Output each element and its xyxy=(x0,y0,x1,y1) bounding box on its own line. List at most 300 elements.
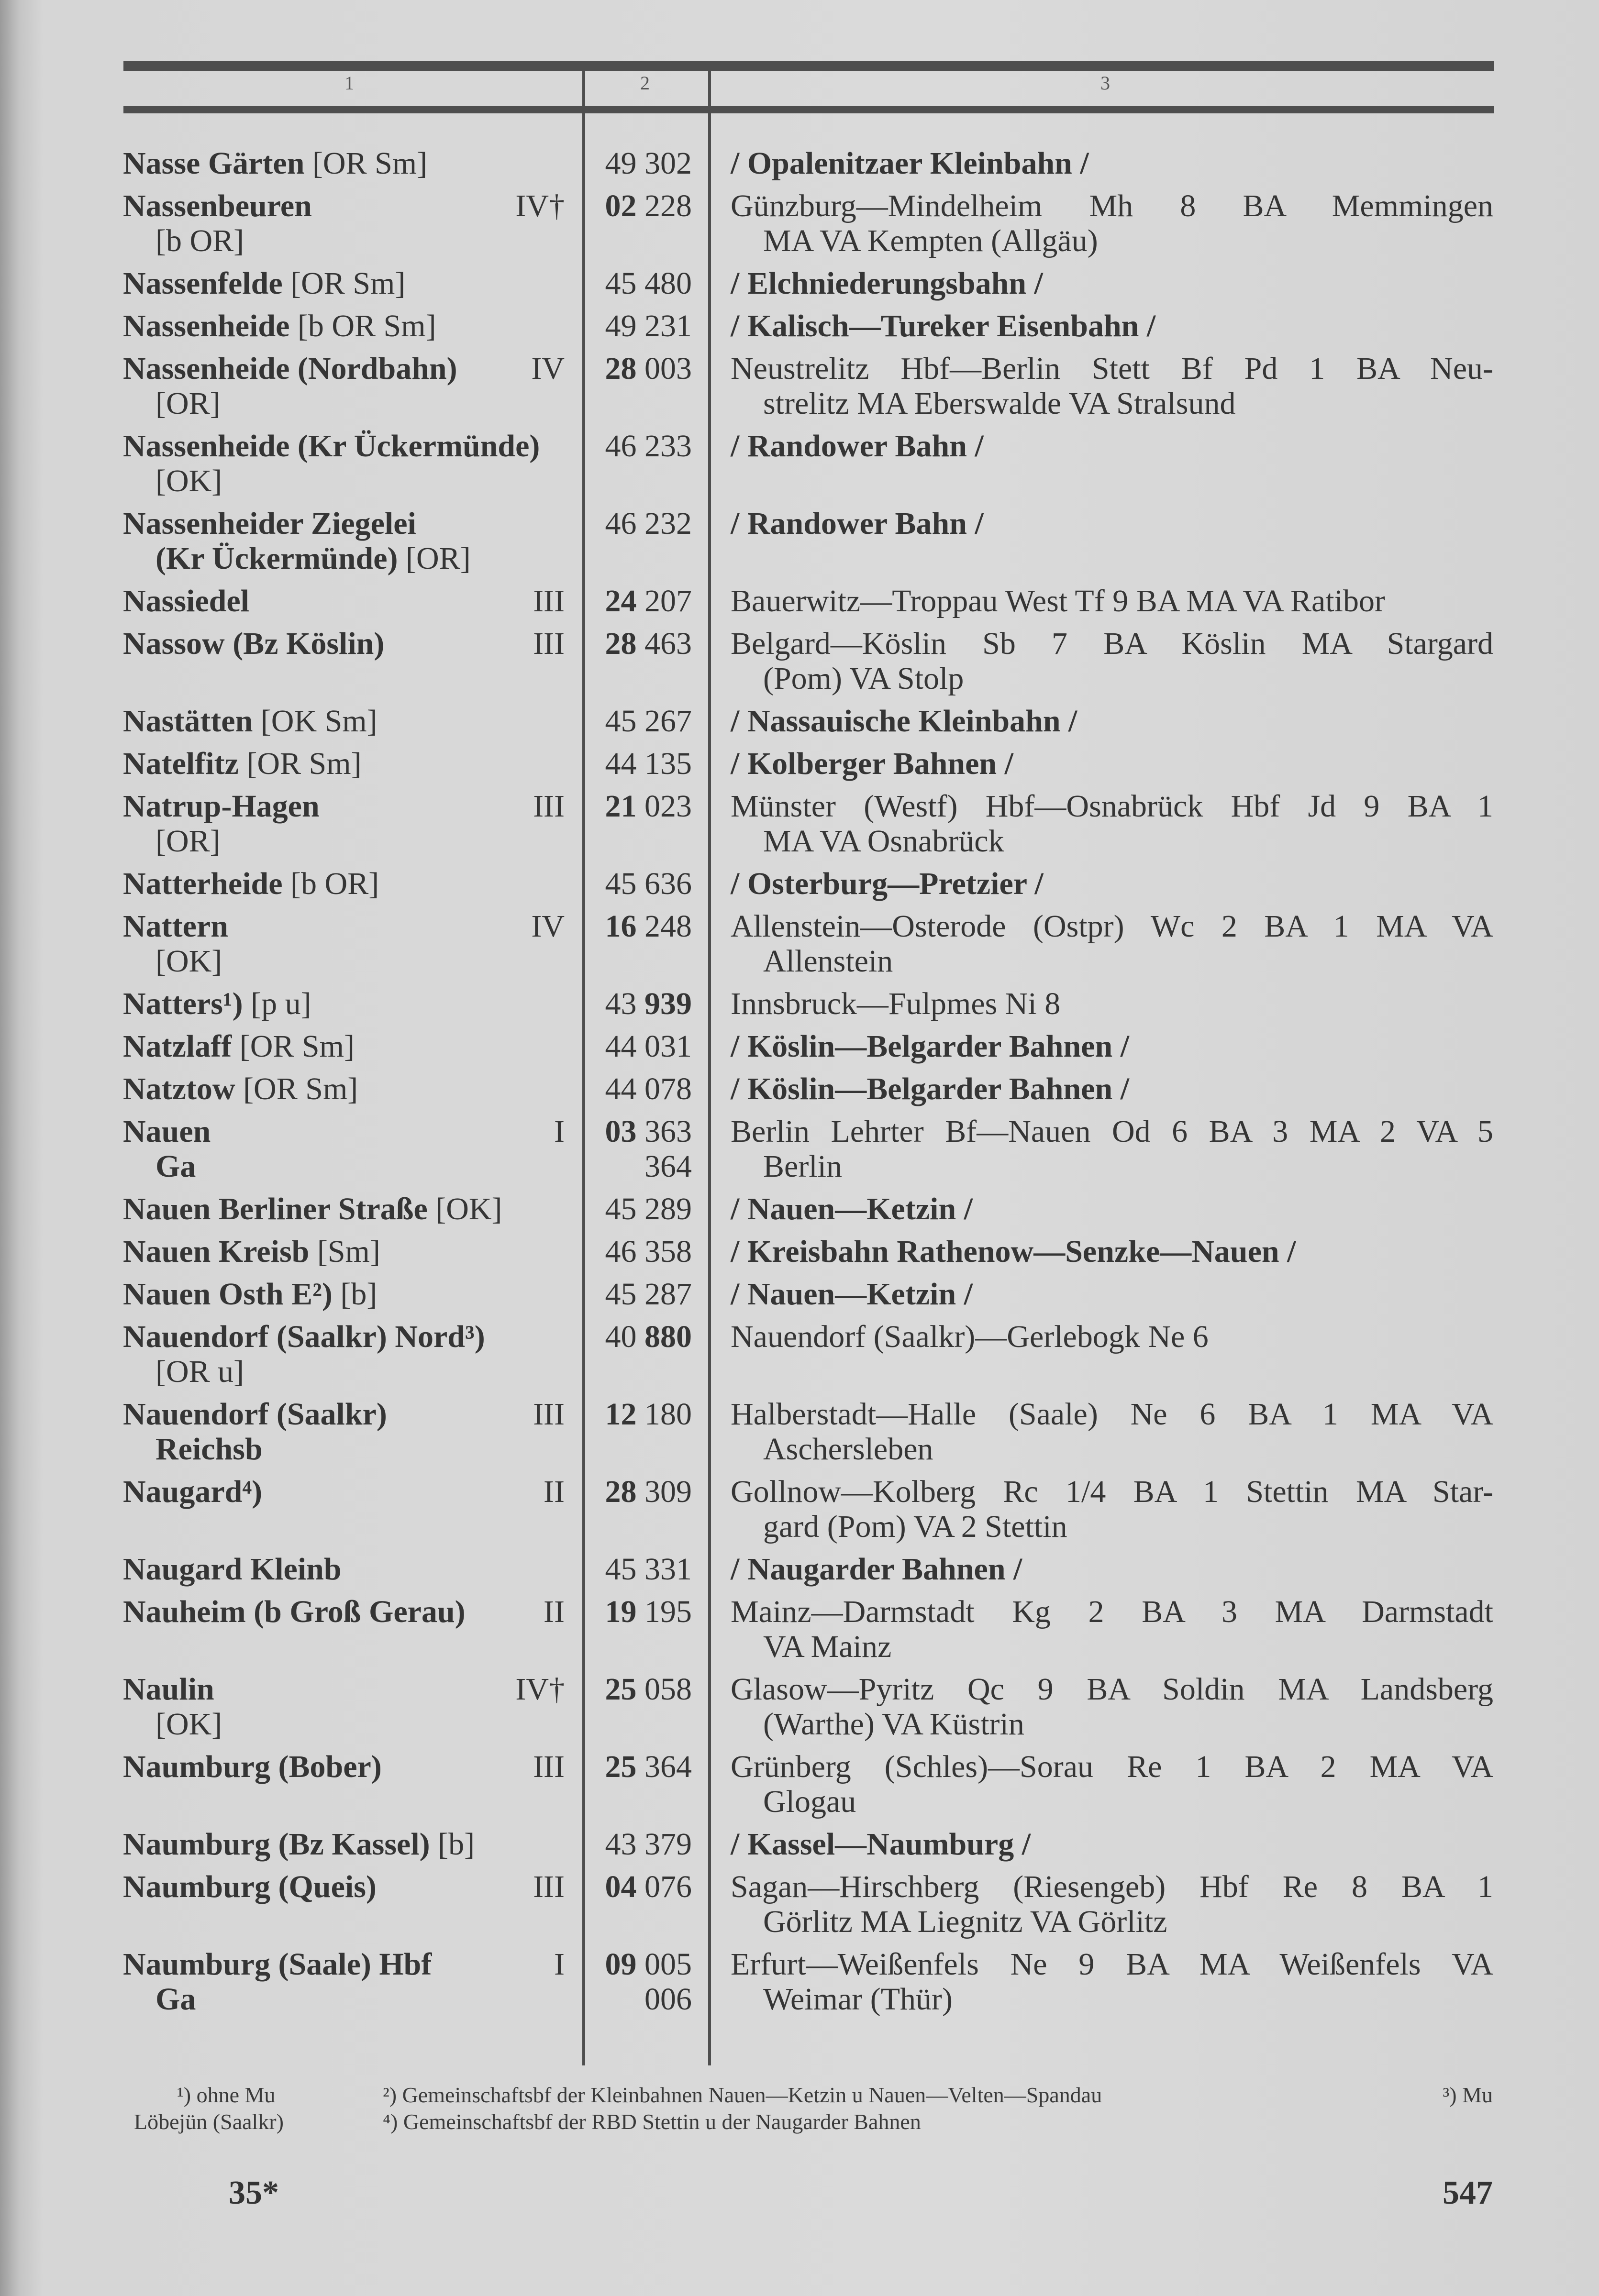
route-description-line: Nauendorf (Saalkr)—Gerlebogk Ne 6 xyxy=(731,1319,1209,1354)
number-part: 03 xyxy=(605,1114,637,1149)
route-description-line: MA VA Kempten (Allgäu) xyxy=(763,223,1098,258)
station-number-cell xyxy=(586,1474,710,1544)
route-description-cell xyxy=(731,1319,1493,1389)
route-description-cell xyxy=(731,1192,1493,1226)
number-part: 09 xyxy=(605,1947,637,1982)
number-part: 880 xyxy=(644,1319,692,1354)
route-description-line: Erfurt—Weißenfels Ne 9 BA MA Weißenfels VA xyxy=(731,1947,1493,1982)
route-description-line: / Opalenitzaer Kleinbahn / xyxy=(731,146,1089,181)
station-class: IV xyxy=(531,351,565,386)
station-number-cell xyxy=(586,1071,710,1106)
station-name-line xyxy=(123,386,586,421)
route-description-line: / Elchniederungsbahn / xyxy=(731,266,1043,301)
station-name-line xyxy=(123,1947,586,1982)
station-qualifier: [OR Sm] xyxy=(290,266,406,301)
footnote-3: ³) Mu xyxy=(1443,2083,1493,2107)
station-name-line xyxy=(123,986,586,1021)
station-name-line xyxy=(123,506,586,541)
station-number: 006 xyxy=(644,1982,692,2017)
station-name-text: Naulin xyxy=(123,1672,214,1707)
station-number-cell xyxy=(586,1277,710,1312)
station-qualifier: [OK] xyxy=(155,464,222,498)
number-part: 04 xyxy=(605,1869,637,1904)
route-description-line: / Nassauische Kleinbahn / xyxy=(731,704,1077,739)
number-part: 076 xyxy=(644,1869,692,1904)
station-name-line xyxy=(123,746,586,781)
station-number-cell xyxy=(586,704,710,739)
route-description-cell xyxy=(731,626,1493,696)
station-number: 45 287 xyxy=(605,1277,692,1312)
station-name-cell xyxy=(123,1672,586,1742)
table-row xyxy=(123,746,1493,789)
number-part: 180 xyxy=(644,1397,692,1432)
station-name-line xyxy=(123,1594,586,1629)
station-name-cell xyxy=(123,704,586,739)
station-name-line xyxy=(123,824,586,859)
station-number-cell xyxy=(586,626,710,696)
table-row xyxy=(123,266,1493,309)
station-number-cell xyxy=(586,188,710,258)
route-description-cell xyxy=(731,1474,1493,1544)
station-name-cell xyxy=(123,1114,586,1184)
route-description-cell xyxy=(731,1947,1493,2017)
station-name-line xyxy=(123,1749,586,1784)
station-name-cell xyxy=(123,429,586,498)
route-description-line: Glogau xyxy=(763,1784,856,1819)
station-number-cell xyxy=(586,429,710,498)
station-number xyxy=(586,1749,692,1784)
station-number xyxy=(586,1869,692,1904)
station-number-cell xyxy=(586,506,710,576)
table-row xyxy=(123,986,1493,1029)
route-description-cell xyxy=(731,1672,1493,1742)
station-name-line xyxy=(123,866,586,901)
station-qualifier: [OR] xyxy=(155,386,221,421)
station-number-cell xyxy=(586,1397,710,1467)
station-number-cell xyxy=(586,1234,710,1269)
route-description-cell xyxy=(731,909,1493,979)
table-row xyxy=(123,1474,1493,1552)
route-description-cell xyxy=(731,584,1493,618)
station-number-cell xyxy=(586,986,710,1021)
station-qualifier: [OR] xyxy=(155,824,221,859)
table-row xyxy=(123,1319,1493,1397)
station-name-line xyxy=(123,1114,586,1149)
station-name-text: Nauheim (b Groß Gerau) xyxy=(123,1594,466,1629)
route-description-line: Halberstadt—Halle (Saale) Ne 6 BA 1 MA VA xyxy=(731,1397,1493,1432)
station-name-line xyxy=(123,351,586,386)
station-number: 364 xyxy=(644,1149,692,1184)
station-name-text: Nassenheide (Nordbahn) xyxy=(123,351,457,386)
station-number xyxy=(586,986,692,1021)
route-description-line: Berlin xyxy=(763,1149,842,1184)
station-name-text: Nauendorf (Saalkr) Nord³) xyxy=(123,1319,485,1354)
station-name-line xyxy=(123,266,586,301)
station-name-text: Natterheide xyxy=(123,866,291,901)
station-number-cell xyxy=(586,1594,710,1664)
station-name-cell xyxy=(123,1397,586,1467)
station-name-text: Nauendorf (Saalkr) xyxy=(123,1397,387,1432)
station-class: III xyxy=(533,1869,565,1904)
number-part: 364 xyxy=(644,1749,692,1784)
station-name-cell xyxy=(123,986,586,1021)
station-name-text: Naumburg (Queis) xyxy=(123,1869,377,1904)
station-name-text: Nasse Gärten xyxy=(123,146,312,181)
station-number: 44 078 xyxy=(605,1071,692,1106)
station-name-line xyxy=(123,944,586,979)
station-name-cell xyxy=(123,746,586,781)
route-description-line: Görlitz MA Liegnitz VA Görlitz xyxy=(763,1904,1167,1939)
number-part: 02 xyxy=(605,188,637,223)
station-number: 45 331 xyxy=(605,1552,692,1587)
station-class: II xyxy=(544,1594,565,1629)
route-description-line: / Nauen—Ketzin / xyxy=(731,1192,973,1226)
station-name-cell xyxy=(123,309,586,343)
station-name-cell xyxy=(123,1827,586,1862)
station-number-cell xyxy=(586,1672,710,1742)
station-name-cell xyxy=(123,626,586,696)
station-name-cell xyxy=(123,1869,586,1939)
station-name-line xyxy=(123,1869,586,1904)
table-row xyxy=(123,909,1493,986)
station-name-text: Naumburg (Bober) xyxy=(123,1749,382,1784)
table-row xyxy=(123,866,1493,909)
station-qualifier: [OR] xyxy=(406,541,471,576)
station-name-text: (Kr Ückermünde) xyxy=(155,541,406,576)
station-qualifier: [b] xyxy=(340,1277,378,1312)
station-number-cell xyxy=(586,266,710,301)
route-description-line: Günzburg—Mindelheim Mh 8 BA Memmingen xyxy=(731,188,1493,223)
station-qualifier: [OR u] xyxy=(155,1354,244,1389)
route-description-line: Bauerwitz—Troppau West Tf 9 BA MA VA Ratibor xyxy=(731,584,1385,618)
station-number: 46 358 xyxy=(605,1234,692,1269)
station-name-text: Nassenbeuren xyxy=(123,188,312,223)
station-number xyxy=(586,1947,692,1982)
table-row xyxy=(123,1827,1493,1869)
station-class: IV† xyxy=(515,1672,565,1707)
station-name-text: Nauen Osth E²) xyxy=(123,1277,341,1312)
route-description-cell xyxy=(731,506,1493,576)
route-description-cell xyxy=(731,866,1493,901)
table-row xyxy=(123,429,1493,506)
number-part: 228 xyxy=(644,188,692,223)
station-table xyxy=(123,146,1493,2024)
route-description-line: MA VA Osnabrück xyxy=(763,824,1004,859)
route-description-cell xyxy=(731,1552,1493,1587)
number-part: 43 xyxy=(605,986,637,1021)
station-number-cell xyxy=(586,789,710,859)
table-row xyxy=(123,1552,1493,1594)
table-row xyxy=(123,1277,1493,1319)
number-part: 003 xyxy=(644,351,692,386)
number-part: 195 xyxy=(644,1594,692,1629)
station-number xyxy=(586,1114,692,1149)
station-name-text: Natztow xyxy=(123,1071,244,1106)
station-name-cell xyxy=(123,146,586,181)
table-row xyxy=(123,1192,1493,1234)
station-number: 45 636 xyxy=(605,866,692,901)
station-name-line xyxy=(123,1192,586,1226)
station-number: 49 302 xyxy=(605,146,692,181)
station-name-line xyxy=(123,1827,586,1862)
header-bottom-rule xyxy=(123,106,1494,113)
station-name-text: Nauen xyxy=(123,1114,211,1149)
table-row xyxy=(123,1594,1493,1672)
station-name-line xyxy=(123,1474,586,1509)
station-number-cell xyxy=(586,866,710,901)
table-row xyxy=(123,188,1493,266)
station-name-text: Nassiedel xyxy=(123,584,249,618)
station-name-line xyxy=(123,789,586,824)
column-header-1: 1 xyxy=(344,72,354,94)
number-part: 40 xyxy=(605,1319,637,1354)
station-number xyxy=(586,584,692,618)
station-name-line xyxy=(123,309,586,343)
station-name-cell xyxy=(123,1552,586,1587)
station-number-cell xyxy=(586,351,710,421)
route-description-line: Grünberg (Schles)—Sorau Re 1 BA 2 MA VA xyxy=(731,1749,1493,1784)
station-number-cell xyxy=(586,1947,710,2017)
station-number-cell xyxy=(586,309,710,343)
station-name-cell xyxy=(123,1319,586,1389)
route-description-cell xyxy=(731,351,1493,421)
table-row xyxy=(123,1114,1493,1192)
station-name-line xyxy=(123,146,586,181)
station-qualifier: [OK] xyxy=(435,1192,502,1226)
station-number-cell xyxy=(586,1192,710,1226)
route-description-cell xyxy=(731,986,1493,1021)
number-part: 309 xyxy=(644,1474,692,1509)
station-number-cell xyxy=(586,146,710,181)
route-description-line: / Naugarder Bahnen / xyxy=(731,1552,1022,1587)
table-row xyxy=(123,1947,1493,2024)
station-name-cell xyxy=(123,909,586,979)
station-name-text: Nastätten xyxy=(123,704,261,739)
route-description-line: Münster (Westf) Hbf—Osnabrück Hbf Jd 9 BA 1 xyxy=(731,789,1493,824)
station-class: III xyxy=(533,584,565,618)
station-qualifier: [OK Sm] xyxy=(260,704,378,739)
station-name-cell xyxy=(123,1234,586,1269)
route-description-cell xyxy=(731,1029,1493,1064)
route-description-line: strelitz MA Eberswalde VA Stralsund xyxy=(763,386,1236,421)
route-description-line: (Pom) VA Stolp xyxy=(763,661,964,696)
station-name-cell xyxy=(123,1277,586,1312)
route-description-cell xyxy=(731,188,1493,258)
station-qualifier: [OR Sm] xyxy=(239,1029,355,1064)
station-name-line xyxy=(123,626,586,661)
station-name-text: Nauen Berliner Straße xyxy=(123,1192,436,1226)
table-row xyxy=(123,1071,1493,1114)
number-part: 207 xyxy=(644,584,692,618)
number-part: 058 xyxy=(644,1672,692,1707)
route-description-cell xyxy=(731,1114,1493,1184)
table-row xyxy=(123,1869,1493,1947)
route-description-cell xyxy=(731,1277,1493,1312)
route-description-cell xyxy=(731,704,1493,739)
station-name-cell xyxy=(123,188,586,258)
table-row xyxy=(123,1234,1493,1277)
station-name-line xyxy=(123,1432,586,1467)
station-name-text: Natelfitz xyxy=(123,746,247,781)
station-qualifier: [OR Sm] xyxy=(243,1071,358,1106)
station-class: II xyxy=(544,1474,565,1509)
station-number xyxy=(586,1397,692,1432)
station-name-text: Naugard Kleinb xyxy=(123,1552,342,1587)
route-description-cell xyxy=(731,1397,1493,1467)
number-part: 28 xyxy=(605,351,637,386)
number-part: 248 xyxy=(644,909,692,944)
route-description-line: Innsbruck—Fulpmes Ni 8 xyxy=(731,986,1061,1021)
header-top-rule xyxy=(123,61,1494,71)
station-name-line xyxy=(123,909,586,944)
table-row xyxy=(123,351,1493,429)
table-row xyxy=(123,789,1493,866)
station-name-text: Natrup-Hagen xyxy=(123,789,320,824)
table-row xyxy=(123,704,1493,746)
station-number-cell xyxy=(586,1319,710,1389)
number-part: 16 xyxy=(605,909,637,944)
table-row xyxy=(123,584,1493,626)
station-name-text: Natters¹) xyxy=(123,986,251,1021)
station-name-line xyxy=(123,1354,586,1389)
station-number: 43 379 xyxy=(605,1827,692,1862)
route-description-cell xyxy=(731,309,1493,343)
station-name-cell xyxy=(123,351,586,421)
route-description-line: / Kolberger Bahnen / xyxy=(731,746,1013,781)
route-description-line: Sagan—Hirschberg (Riesengeb) Hbf Re 8 BA 1 xyxy=(731,1869,1493,1904)
station-name-text: Nassenfelde xyxy=(123,266,291,301)
station-qualifier: [p u] xyxy=(251,986,311,1021)
route-description-line: / Köslin—Belgarder Bahnen / xyxy=(731,1071,1130,1106)
station-name-line xyxy=(123,1552,586,1587)
route-description-line: / Kalisch—Tureker Eisenbahn / xyxy=(731,309,1156,343)
station-name-cell xyxy=(123,1947,586,2017)
table-row xyxy=(123,626,1493,704)
table-row xyxy=(123,1397,1493,1474)
route-description-line: / Osterburg—Pretzier / xyxy=(731,866,1044,901)
number-part: 21 xyxy=(605,789,637,824)
table-row xyxy=(123,1672,1493,1749)
station-number: 45 289 xyxy=(605,1192,692,1226)
station-name-text: Ga xyxy=(155,1982,196,2017)
footnote-2: ²) Gemeinschaftsbf der Kleinbahnen Nauen—Ketzin u Nauen—Velten—Spandau xyxy=(383,2083,1102,2107)
station-name-cell xyxy=(123,1749,586,1819)
station-qualifier: [OK] xyxy=(155,944,222,979)
route-description-line: Allenstein—Osterode (Ostpr) Wc 2 BA 1 MA VA xyxy=(731,909,1493,944)
station-name-text: Nassenheide xyxy=(123,309,298,343)
station-name-cell xyxy=(123,506,586,576)
station-name-cell xyxy=(123,584,586,618)
route-description-line: (Warthe) VA Küstrin xyxy=(763,1707,1024,1742)
station-class: IV† xyxy=(515,188,565,223)
station-number: 44 031 xyxy=(605,1029,692,1064)
table-row xyxy=(123,506,1493,584)
column-header-2: 2 xyxy=(640,72,650,94)
route-description-line: Mainz—Darmstadt Kg 2 BA 3 MA Darmstadt xyxy=(731,1594,1493,1629)
station-name-text: Naugard⁴) xyxy=(123,1474,263,1509)
number-part: 005 xyxy=(644,1947,692,1982)
route-description-line: VA Mainz xyxy=(763,1629,892,1664)
route-description-line: gard (Pom) VA 2 Stettin xyxy=(763,1509,1067,1544)
table-row xyxy=(123,309,1493,351)
station-name-line xyxy=(123,464,586,498)
station-number: 45 267 xyxy=(605,704,692,739)
number-part: 24 xyxy=(605,584,637,618)
station-number xyxy=(586,789,692,824)
station-number: 45 480 xyxy=(605,266,692,301)
station-name-text: Natzlaff xyxy=(123,1029,240,1064)
number-part: 463 xyxy=(644,626,692,661)
route-description-cell xyxy=(731,1594,1493,1664)
station-name-text: Nassow (Bz Köslin) xyxy=(123,626,385,661)
station-name-cell xyxy=(123,1029,586,1064)
table-row xyxy=(123,1029,1493,1071)
station-name-line xyxy=(123,1982,586,2017)
route-description-line: Aschersleben xyxy=(763,1432,933,1467)
station-number-cell xyxy=(586,1869,710,1939)
station-qualifier: [b] xyxy=(438,1827,475,1862)
number-part: 19 xyxy=(605,1594,637,1629)
station-number xyxy=(586,1672,692,1707)
station-name-line xyxy=(123,223,586,258)
station-number xyxy=(586,1474,692,1509)
station-number xyxy=(586,909,692,944)
route-description-line: Allenstein xyxy=(763,944,893,979)
route-description-line: Glasow—Pyritz Qc 9 BA Soldin MA Landsberg xyxy=(731,1672,1493,1707)
route-description-line: Berlin Lehrter Bf—Nauen Od 6 BA 3 MA 2 VA 5 xyxy=(731,1114,1493,1149)
station-name-line xyxy=(123,429,586,464)
station-name-text: Nassenheide (Kr Ückermünde) xyxy=(123,429,540,464)
station-name-line xyxy=(123,1397,586,1432)
number-part: 363 xyxy=(644,1114,692,1149)
route-description-line: Neustrelitz Hbf—Berlin Stett Bf Pd 1 BA Neu- xyxy=(731,351,1493,386)
footnote-1-line-1: ¹) ohne Mu xyxy=(177,2083,276,2107)
station-number-cell xyxy=(586,584,710,618)
station-qualifier: [b OR Sm] xyxy=(297,309,436,343)
station-number-cell xyxy=(586,1114,710,1184)
station-name-cell xyxy=(123,866,586,901)
station-number-cell xyxy=(586,1029,710,1064)
route-description-cell xyxy=(731,746,1493,781)
route-description-cell xyxy=(731,1749,1493,1819)
station-name-text: Nauen Kreisb xyxy=(123,1234,317,1269)
station-name-line xyxy=(123,1319,586,1354)
station-qualifier: [b OR] xyxy=(155,223,244,258)
station-number xyxy=(586,626,692,661)
table-row xyxy=(123,1749,1493,1827)
station-class: III xyxy=(533,1749,565,1784)
station-name-text: Nattern xyxy=(123,909,228,944)
route-description-line: / Köslin—Belgarder Bahnen / xyxy=(731,1029,1130,1064)
station-number: 46 232 xyxy=(605,506,692,541)
footnote-1-line-2: Löbejün (Saalkr) xyxy=(134,2109,284,2134)
route-description-line: / Kreisbahn Rathenow—Senzke—Nauen / xyxy=(731,1234,1296,1269)
route-description-line: Weimar (Thür) xyxy=(763,1982,953,2017)
route-description-cell xyxy=(731,146,1493,181)
footnote-4: ⁴) Gemeinschaftsbf der RBD Stettin u der Naugarder Bahnen xyxy=(383,2109,921,2134)
route-description-line: / Nauen—Ketzin / xyxy=(731,1277,973,1312)
page-number: 547 xyxy=(1443,2175,1493,2211)
station-name-cell xyxy=(123,1192,586,1226)
station-number-cell xyxy=(586,1827,710,1862)
route-description-line: / Randower Bahn / xyxy=(731,429,984,464)
route-description-line: Gollnow—Kolberg Rc 1/4 BA 1 Stettin MA Star- xyxy=(731,1474,1493,1509)
station-number-cell xyxy=(586,1552,710,1587)
route-description-cell xyxy=(731,1071,1493,1106)
station-class: I xyxy=(554,1947,565,1982)
station-name-line xyxy=(123,1029,586,1064)
station-name-line xyxy=(123,584,586,618)
